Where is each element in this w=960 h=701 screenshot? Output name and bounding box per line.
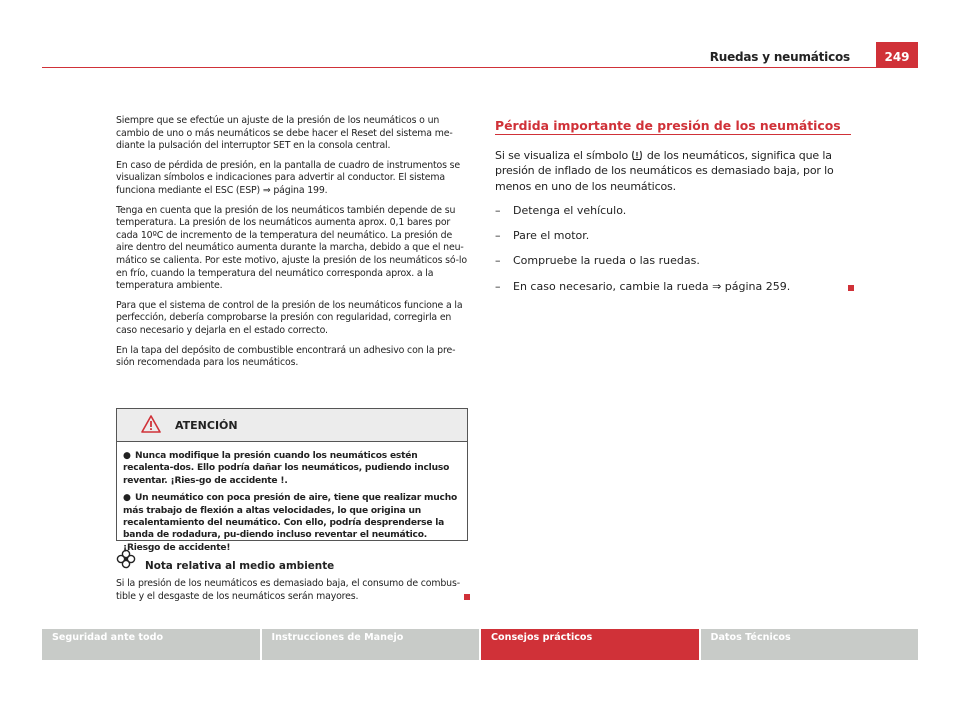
environment-note-title: Nota relativa al medio ambiente <box>145 560 335 572</box>
left-column <box>116 115 468 377</box>
page-header <box>0 0 960 72</box>
header-rule <box>42 67 876 68</box>
bullet: ● <box>123 451 131 461</box>
list-item <box>495 204 855 217</box>
tab-consejos-active[interactable]: Consejos prácticos <box>481 629 699 660</box>
warning-title: ATENCIÓN <box>175 419 238 432</box>
list-dash: – <box>495 204 501 217</box>
warning-header <box>117 409 467 442</box>
section-title: Pérdida importante de presión de los neumáticos <box>495 118 841 133</box>
warning-box <box>116 408 468 553</box>
tab-seguridad[interactable]: Seguridad ante todo <box>42 629 260 660</box>
list-item-text: En caso necesario, cambie la rueda ⇒ página 259. <box>513 280 791 293</box>
intro-text-end: de los neumáticos, significa que la presión de inflado de los neumáticos es demasiado baja, por lo menos en uno de los neumáticos. <box>495 149 834 193</box>
paragraph: Tenga en cuenta que la presión de los neumáticos también depende de su temperatura. La presión de los neumáticos aumenta aprox. 0,1 bares por cada 10ºC de incremento de la temperatura del neumático. La presión de aire dentro del neumático aumenta durante la marcha, debido a que el neu-mático se calienta. Por este motivo, ajuste la presión de los neumáticos só-lo en frío, cuando la temperatura del neumático corresponda aprox. a la temperatura ambiente. <box>116 204 467 292</box>
warning-triangle-icon <box>141 415 161 433</box>
paragraph: Para que el sistema de control de la presión de los neumáticos funcione a la perfección, debería comprobarse la presión con regularidad, corregirla en caso necesario y dejarla en el estado correcto. <box>116 299 463 336</box>
paragraph: Siempre que se efectúe un ajuste de la presión de los neumáticos o un cambio de uno o más neumáticos se debe hacer el Reset del sistema me-diante la pulsación del interruptor SET en la consola central. <box>116 115 453 152</box>
intro-text-start: Si se visualiza el símbolo <box>495 149 629 162</box>
paragraph: En la tapa del depósito de combustible encontrará un adhesivo con la pre-sión recomendada para los neumáticos. <box>116 344 456 369</box>
list-item-text: Pare el motor. <box>513 229 590 242</box>
footer-tabs <box>42 629 918 660</box>
list-item <box>495 229 855 242</box>
warning-item <box>123 492 461 554</box>
page-number: 249 <box>876 42 918 68</box>
right-column <box>495 148 855 204</box>
list-item <box>495 254 855 267</box>
warning-body <box>117 442 467 554</box>
paragraph: En caso de pérdida de presión, en la pantalla de cuadro de instrumentos se visualizan símbolos e indicaciones para advertir al conductor. El sistema funciona mediante el ESC (ESP) ⇒ página 199. <box>116 159 461 196</box>
section-end-marker <box>848 285 854 291</box>
tab-instrucciones[interactable]: Instrucciones de Manejo <box>262 629 480 660</box>
list-item-text: Compruebe la rueda o las ruedas. <box>513 254 700 267</box>
list-dash: – <box>495 229 501 242</box>
bullet: ● <box>123 493 131 504</box>
list-dash: – <box>495 254 501 267</box>
header-title: Ruedas y neumáticos <box>709 50 850 64</box>
list-dash: – <box>495 280 501 293</box>
list-item-text: Detenga el vehículo. <box>513 204 627 217</box>
tab-datos-tecnicos[interactable]: Datos Técnicos <box>701 629 919 660</box>
environment-flower-icon <box>116 549 136 569</box>
section-end-marker <box>464 594 470 600</box>
section-rule <box>495 134 851 135</box>
warning-item-text: Un neumático con poca presión de aire, tiene que realizar mucho más trabajo de flexión a altas velocidades, lo que origina un recalentamiento del neumático. Con ello, podría desprenderse la banda de rodadura, pu-diendo incluso reventar el neumático. ¡Riesgo de accidente! <box>123 493 458 553</box>
environment-note-text: Si la presión de los neumáticos es demasiado baja, el consumo de combus-tible y el desgaste de los neumáticos serán mayores. <box>116 578 460 602</box>
intro-paragraph <box>495 148 855 194</box>
warning-item-text: Nunca modifique la presión cuando los neumáticos estén recalenta-dos. Ello podría dañar los neumáticos, pudiendo incluso reventar. ¡Ries-go de accidente !. <box>123 451 450 486</box>
tire-pressure-icon <box>631 149 643 161</box>
warning-item <box>123 450 461 487</box>
list-item <box>495 280 855 293</box>
